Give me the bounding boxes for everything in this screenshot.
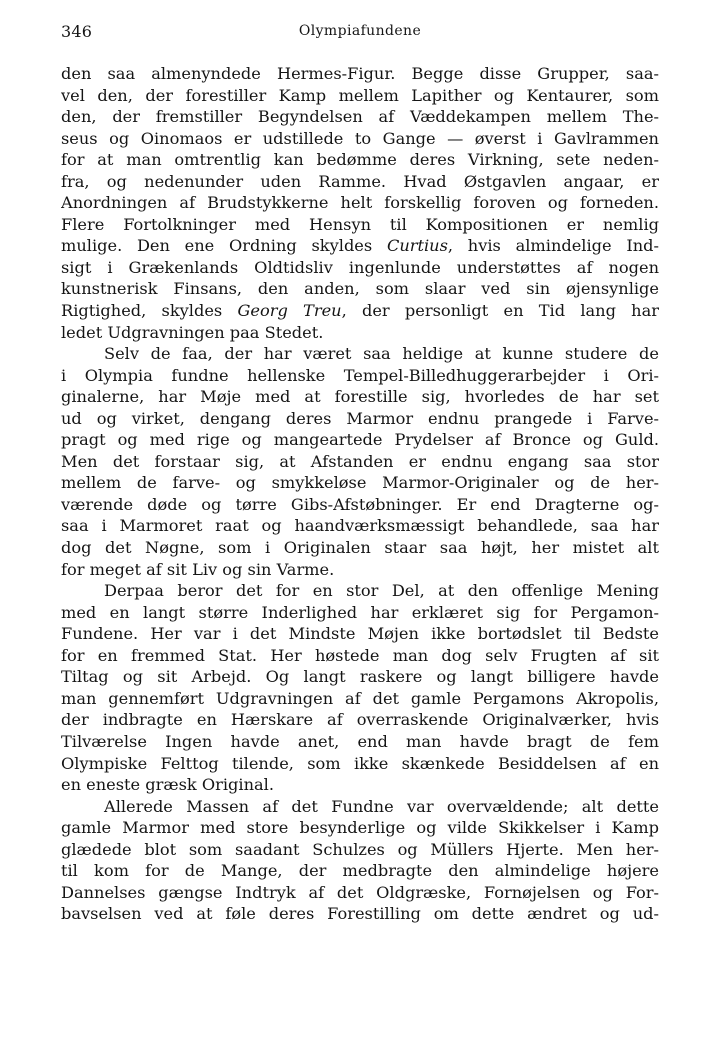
text-segment: fra, og nedenunder uden Ramme. Hvad Østgavlen angaar, er [61, 171, 659, 191]
text-line [61, 322, 659, 344]
text-segment: for en fremmed Stat. Her høstede man dog selv Frugten af sit [61, 645, 659, 665]
text-segment: ginalerne, har Møje med at forestille sig, hvorledes de har set [61, 387, 659, 407]
text-segment: Tiltag og sit Arbejd. Og langt raskere og langt billigere havde [61, 667, 659, 687]
text-segment: Rigtighed, skyldes [61, 301, 238, 321]
text-segment: kunstnerisk Finsans, den anden, som slaar ved sin øjensynlige [61, 279, 659, 299]
italic-name: Georg Treu [237, 301, 342, 321]
body-text [61, 63, 659, 925]
text-segment: sigt i Grækenlands Oldtidsliv ingenlunde understøttes af nogen [61, 257, 659, 277]
text-segment: i Olympia fundne hellenske Tempel-Billedhuggerarbejder i Ori- [61, 365, 659, 385]
text-line [61, 429, 659, 451]
text-line [61, 408, 659, 430]
text-line [61, 494, 659, 516]
text-segment: Selv de faa, der har været saa heldige at kunne studere de [104, 344, 659, 364]
page-header [61, 22, 659, 44]
text-line [61, 386, 659, 408]
text-line [61, 903, 659, 925]
text-segment: gamle Marmor med store besynderlige og vilde Skikkelser i Kamp [61, 818, 659, 838]
text-segment: Anordningen af Brudstykkerne helt forskellig foroven og forneden. [61, 193, 659, 213]
text-line [61, 515, 659, 537]
text-segment: mellem de farve- og smykkeløse Marmor-Originaler og de her- [61, 473, 659, 493]
text-segment: man gennemført Udgravningen af det gamle Pergamons Akropolis, [61, 688, 659, 708]
text-segment: en eneste græsk Original. [61, 775, 274, 795]
text-segment: Tilværelse Ingen havde anet, end man havde bragt de fem [61, 731, 659, 751]
text-line [61, 85, 659, 107]
text-segment: ud og virket, dengang deres Marmor endnu prangede i Farve- [61, 408, 659, 428]
text-segment: Men det forstaar sig, at Afstanden er endnu engang saa stor [61, 451, 659, 471]
text-segment: glædede blot som saadant Schulzes og Müllers Hjerte. Men her- [61, 839, 659, 859]
text-line [61, 817, 659, 839]
text-line [61, 128, 659, 150]
text-line [61, 106, 659, 128]
text-segment: mulige. Den ene Ordning skyldes [61, 236, 387, 256]
text-line [61, 214, 659, 236]
text-line [61, 343, 659, 365]
text-segment: , hvis almindelige Ind- [447, 236, 659, 256]
text-line [61, 839, 659, 861]
text-segment: der indbragte en Hærskare af overraskende Originalværker, hvis [61, 710, 659, 730]
text-segment: dog det Nøgne, som i Originalen staar saa højt, her mistet alt [61, 538, 659, 558]
text-line [61, 300, 659, 322]
page-number: 346 [61, 22, 93, 41]
text-segment: Flere Fortolkninger med Hensyn til Kompositionen er nemlig [61, 214, 659, 234]
text-segment: , der personligt en Tid lang har [341, 301, 659, 321]
text-segment: Allerede Massen af det Fundne var overvældende; alt dette [104, 796, 659, 816]
text-line [61, 278, 659, 300]
text-line [61, 235, 659, 257]
italic-name: Curtius [386, 236, 448, 256]
text-line [61, 860, 659, 882]
text-segment: for meget af sit Liv og sin Varme. [61, 559, 335, 579]
text-line [61, 709, 659, 731]
text-segment: Fundene. Her var i det Mindste Møjen ikke bortødslet til Bedste [61, 624, 659, 644]
text-segment: den saa almenyndede Hermes-Figur. Begge disse Grupper, saa- [61, 64, 659, 83]
text-line [61, 623, 659, 645]
text-segment: for at man omtrentlig kan bedømme deres Virkning, sete neden- [61, 150, 659, 170]
text-line [61, 149, 659, 171]
text-line [61, 559, 659, 581]
text-line [61, 171, 659, 193]
text-segment: ledet Udgravningen paa Stedet. [61, 322, 324, 342]
text-segment: Olympiske Felttog tilende, som ikke skænkede Besiddelsen af en [61, 753, 659, 773]
text-line [61, 257, 659, 279]
text-segment: Dannelses gængse Indtryk af det Oldgræske, Fornøjelsen og For- [61, 882, 659, 902]
text-segment: seus og Oinomaos er udstillede to Gange — øverst i Gavlrammen [61, 128, 659, 148]
text-segment: vel den, der forestiller Kamp mellem Lapither og Kentaurer, som [61, 85, 659, 105]
text-line [61, 688, 659, 710]
running-title: Olympiafundene [298, 23, 422, 39]
text-line [61, 796, 659, 818]
text-segment: Derpaa beror det for en stor Del, at den offenlige Mening [104, 581, 659, 601]
text-segment: den, der fremstiller Begyndelsen af Væddekampen mellem The- [61, 107, 659, 127]
text-line [61, 451, 659, 473]
text-line [61, 63, 659, 85]
text-line [61, 666, 659, 688]
text-line [61, 580, 659, 602]
text-segment: saa i Marmoret raat og haandværksmæssigt behandlede, saa har [61, 516, 659, 536]
text-line [61, 882, 659, 904]
text-line [61, 645, 659, 667]
text-line [61, 192, 659, 214]
text-segment: pragt og med rige og mangeartede Prydelser af Bronce og Guld. [61, 430, 659, 450]
text-line [61, 472, 659, 494]
text-segment: værende døde og tørre Gibs-Afstøbninger. Er end Dragterne og- [61, 494, 659, 514]
text-line [61, 365, 659, 387]
text-segment: til kom for de Mange, der medbragte den almindelige højere [61, 861, 659, 881]
text-segment: bavselsen ved at føle deres Forestilling om dette ændret og ud- [61, 904, 659, 924]
text-line [61, 537, 659, 559]
text-line [61, 774, 659, 796]
text-line [61, 753, 659, 775]
text-line [61, 602, 659, 624]
text-segment: med en langt større Inderlighed har erklæret sig for Pergamon- [61, 602, 659, 622]
text-line [61, 731, 659, 753]
